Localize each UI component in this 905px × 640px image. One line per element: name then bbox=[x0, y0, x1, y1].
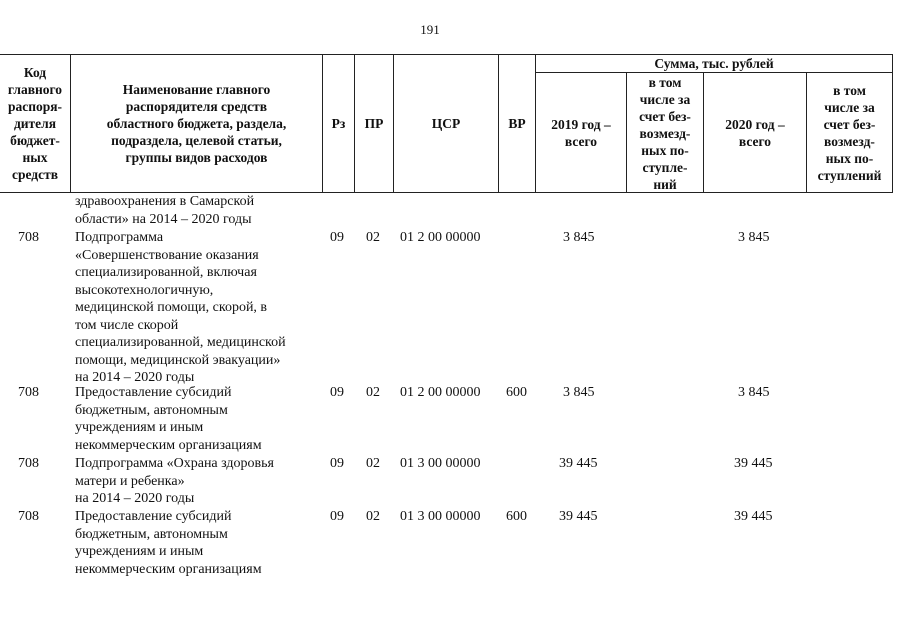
row-name: Подпрограмма «Совершенствование оказания специализированной, включая высокотехнологичную, медицинской помощи, скорой, в том числе скорой специализированной, медицинской помощи, медицинской эвакуации» на 2014 – 2020 годы bbox=[75, 230, 286, 385]
row-code: 708 bbox=[18, 456, 39, 471]
row-rz: 09 bbox=[330, 385, 344, 400]
header-2019-total: 2019 год – всего bbox=[551, 116, 611, 149]
row-csr: 01 3 00 00000 bbox=[400, 456, 481, 471]
row-2019: 39 445 bbox=[559, 509, 598, 524]
header-2020-total: 2020 год – всего bbox=[725, 116, 785, 149]
row-pr: 02 bbox=[366, 385, 380, 400]
row-pr: 02 bbox=[366, 456, 380, 471]
row-2019: 3 845 bbox=[563, 230, 595, 245]
header-csr: ЦСР bbox=[431, 116, 461, 131]
row-2019: 39 445 bbox=[559, 456, 598, 471]
row-rz: 09 bbox=[330, 509, 344, 524]
header-vr: ВР bbox=[508, 116, 526, 131]
row-2020: 39 445 bbox=[734, 456, 773, 471]
header-sum-title: Сумма, тыс. рублей bbox=[654, 56, 774, 71]
row-code: 708 bbox=[18, 230, 39, 245]
row-rz: 09 bbox=[330, 456, 344, 471]
row-2020: 3 845 bbox=[738, 230, 770, 245]
row-vr: 600 bbox=[506, 509, 527, 524]
row-code: 708 bbox=[18, 385, 39, 400]
row-rz: 09 bbox=[330, 230, 344, 245]
header-pr: ПР bbox=[364, 116, 384, 131]
row-csr: 01 2 00 00000 bbox=[400, 230, 481, 245]
row-2019: 3 845 bbox=[563, 385, 595, 400]
row-2020: 39 445 bbox=[734, 509, 773, 524]
row-pr: 02 bbox=[366, 509, 380, 524]
col-divider bbox=[892, 54, 893, 192]
row-name: Предоставление субсидий бюджетным, автономным учреждениям и иным некоммерческим организациям bbox=[75, 509, 262, 577]
row-csr: 01 3 00 00000 bbox=[400, 509, 481, 524]
header-2019-grants: в том числе за счет без- возмезд- ных по- ступле- ний bbox=[639, 75, 691, 192]
row-2020: 3 845 bbox=[738, 385, 770, 400]
row-code: 708 bbox=[18, 509, 39, 524]
row-name: Подпрограмма «Охрана здоровья матери и ребенка» на 2014 – 2020 годы bbox=[75, 456, 274, 506]
row-name: Предоставление субсидий бюджетным, автономным учреждениям и иным некоммерческим организациям bbox=[75, 385, 262, 453]
header-name: Наименование главного распорядителя средств областного бюджета, раздела, подраздела, целевой статьи, группы видов расходов bbox=[106, 82, 287, 165]
row-csr: 01 2 00 00000 bbox=[400, 385, 481, 400]
page-number: 191 bbox=[420, 22, 440, 37]
header-code: Код главного распоря- дителя бюджет- ных средств bbox=[7, 65, 63, 182]
row-vr: 600 bbox=[506, 385, 527, 400]
header-2020-grants: в том числе за счет без- возмезд- ных по- ступлений bbox=[817, 83, 882, 183]
header-rz: Рз bbox=[331, 116, 346, 131]
continuation-text: здравоохранения в Самарской области» на 2014 – 2020 годы bbox=[75, 194, 255, 227]
row-pr: 02 bbox=[366, 230, 380, 245]
